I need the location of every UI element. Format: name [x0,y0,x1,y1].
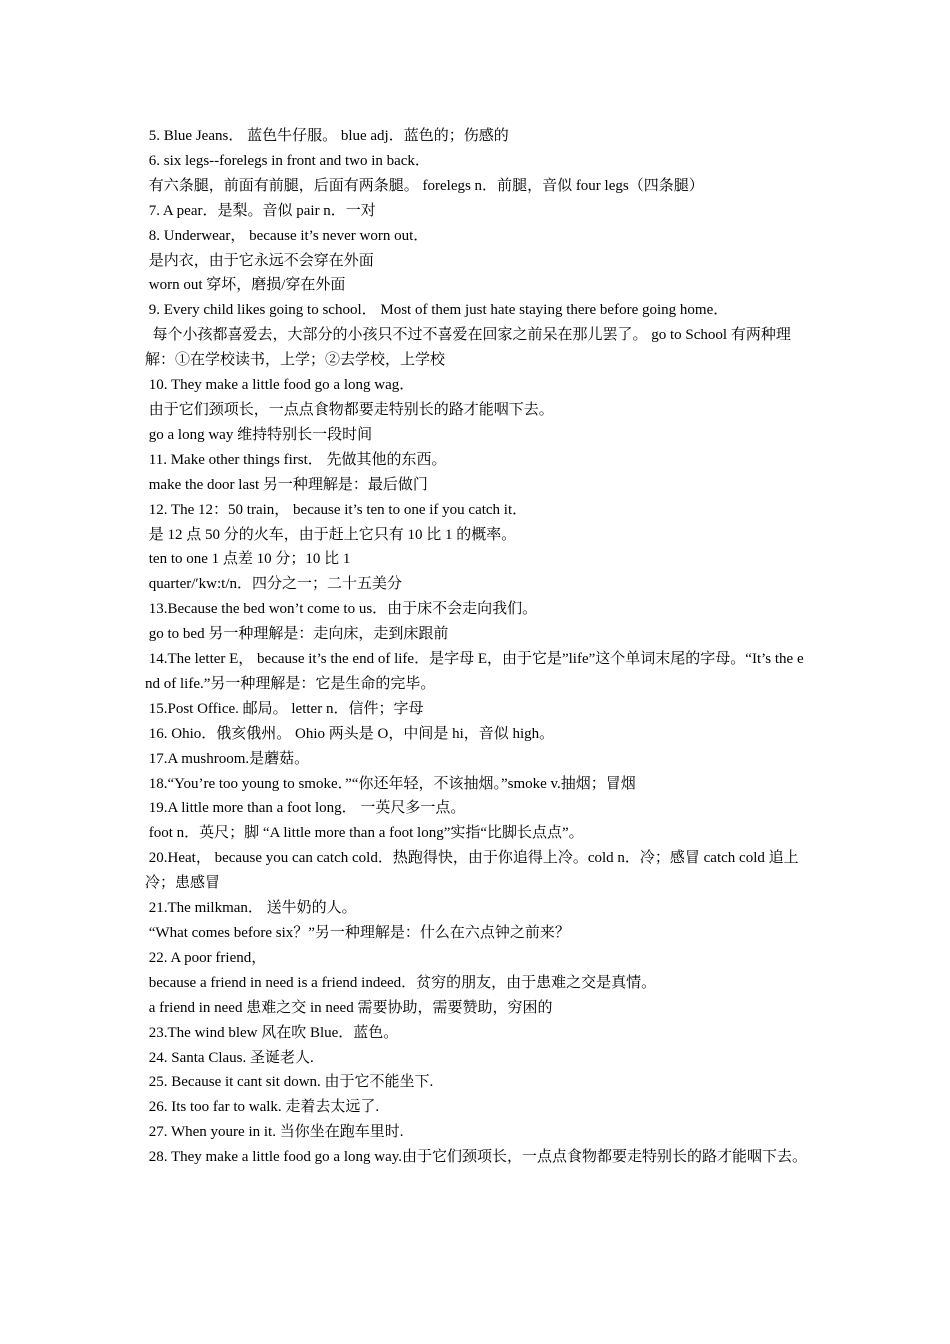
text-line: ten to one 1 点差 10 分；10 比 1 [145,551,351,568]
text-line: 11. Make other things first． 先做其他的东西。 [145,451,447,468]
text-line: 28. They make a little food go a long way.由于它们颈项长，一点点食物都要走特别长的路才能咽下去。 [145,1149,808,1166]
text-line: 19.A little more than a foot long． 一英尺多一点。 [145,800,466,817]
text-line: 20.Heat， because you can catch cold．热跑得快，由于你追得上冷。cold n．冷；感冒 catch cold 追上冷；患感冒 [145,850,799,892]
text-line: 23.The wind blew 风在吹 Blue．蓝色。 [145,1024,399,1041]
text-line: a friend in need 患难之交 in need 需要协助，需要赞助，穷困的 [145,999,553,1016]
text-line: 12. The 12：50 train， because it’s ten to one if you catch it． [145,501,528,518]
text-line: worn out 穿坏，磨损/穿在外面 [145,277,346,294]
text-line: go a long way 维持特别长一段时间 [145,426,373,443]
text-line: 7. A pear．是梨。音似 pair n．一对 [145,202,376,219]
text-line: 15.Post Office. 邮局。 letter n．信件；字母 [145,700,424,717]
text-line: 是内衣，由于它永远不会穿在外面 [145,252,374,269]
text-line: 有六条腿，前面有前腿，后面有两条腿。 forelegs n．前腿，音似 four legs（四条腿） [145,177,704,194]
text-line: 22. A poor friend， [145,949,267,966]
text-line: 18.“You’re too young to smoke．”“你还年轻，不该抽烟。”smoke v.抽烟；冒烟 [145,775,636,792]
text-line: foot n．英尺；脚 “A little more than a foot long”实指“比脚长点点”。 [145,825,584,842]
text-line: 17.A mushroom.是蘑菇。 [145,750,310,767]
text-line: go to bed 另一种理解是：走向床，走到床跟前 [145,626,449,643]
text-line: 9. Every child likes going to school． Most of them just hate staying there before going home． [145,302,729,319]
text-line: 8. Underwear， because it’s never worn out． [145,227,429,244]
text-line: 5. Blue Jeans． 蓝色牛仔服。 blue adj．蓝色的；伤感的 [145,128,509,144]
text-line: because a friend in need is a friend indeed．贫穷的朋友，由于患难之交是真情。 [145,974,657,991]
text-line: 每个小孩都喜爱去，大部分的小孩只不过不喜爱在回家之前呆在那儿罢了。 go to School 有两种理解：①在学校读书，上学；②去学校，上学校 [145,327,791,369]
text-line: 27. When youre in it. 当你坐在跑车里时. [145,1124,404,1141]
text-line: 13.Because the bed won’t come to us．由于床不会走向我们。 [145,601,538,618]
text-line: 14.The letter E， because it’s the end of life．是字母 E，由于它是”life”这个单词末尾的字母。“It’s the end of life.”另一种理解是：它是生命的完毕。 [145,651,804,692]
text-line: 6. six legs--forelegs in front and two in back． [145,152,430,169]
text-line: 26. Its too far to walk. 走着去太远了. [145,1099,380,1116]
text-line: 21.The milkman． 送牛奶的人。 [145,900,357,917]
text-line: “What comes before six？”另一种理解是：什么在六点钟之前来？ [145,925,570,941]
text-line: quarter/′kw:t/n．四分之一；二十五美分 [145,576,403,593]
text-line: 是 12 点 50 分的火车，由于赶上它只有 10 比 1 的概率。 [145,526,517,543]
text-line: 10. They make a little food go a long wag． [145,377,415,394]
text-line: 由于它们颈项长，一点点食物都要走特别长的路才能咽下去。 [145,401,554,418]
text-line: make the door last 另一种理解是：最后做门 [145,476,428,493]
text-line: 25. Because it cant sit down. 由于它不能坐下. [145,1074,434,1091]
text-line: 16. Ohio．俄亥俄州。 Ohio 两头是 O，中间是 hi，音似 high。 [145,725,555,742]
text-line: 24. Santa Claus. 圣诞老人. [145,1049,314,1066]
document-body [145,124,810,1170]
